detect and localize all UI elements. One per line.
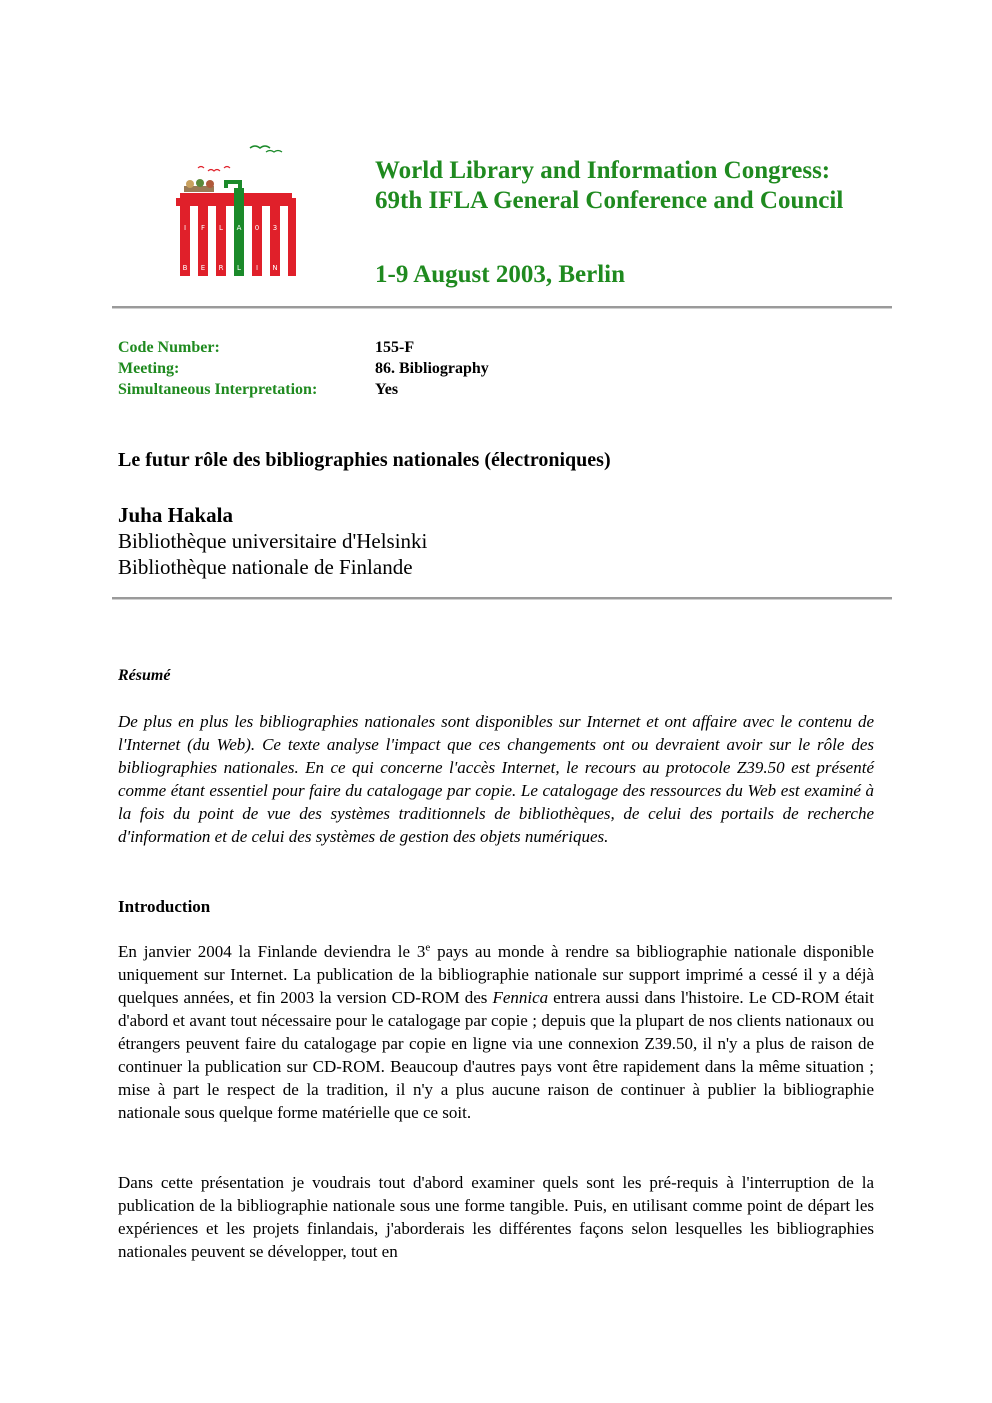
- author-block: [118, 502, 427, 580]
- conference-title-line2: 69th IFLA General Conference and Council: [375, 187, 844, 214]
- intro-p1-emphasis: Fennica: [492, 988, 549, 1007]
- abstract-heading: Résumé: [118, 667, 171, 684]
- bird-icon: [208, 170, 220, 172]
- logo-letter: 3: [272, 224, 278, 232]
- logo-letter: R: [218, 264, 224, 272]
- bird-icon: [266, 151, 282, 153]
- abstract-text: De plus en plus les bibliographies nationales sont disponibles sur Internet et ont affaire avec le contenu de l'Internet (du Web). Ce texte analyse l'impact que ces changements ont ou devraient avoir sur le rôle des bibliographies nationales. En ce qui concerne l'accès Internet, le recours au protocole Z39.50 est présenté comme étant essentiel pour faire du catalogage par copie. Le catalogage des ressources du Web est examiné à la fois du point de vue des systèmes traditionnels de bibliothèques, de celui des portails de recherche d'information et de celui des systèmes de gestion des objets numériques.: [118, 712, 874, 846]
- conference-title-line1: World Library and Information Congress:: [375, 157, 831, 184]
- author-affiliation-2: Bibliothèque nationale de Finlande: [118, 555, 413, 579]
- logo-letter: A: [236, 224, 242, 232]
- conference-date: 1-9 August 2003, Berlin: [375, 261, 626, 288]
- logo-letter: I: [255, 264, 259, 272]
- logo-letter: B: [182, 264, 188, 272]
- logo-letter: F: [200, 224, 206, 232]
- code-label: Code Number:: [118, 339, 220, 356]
- meta-row-code: [118, 337, 489, 358]
- logo-letter: I: [183, 224, 187, 232]
- introduction-heading: Introduction: [118, 897, 211, 916]
- paper-title: Le futur rôle des bibliographies nationales (électroniques): [118, 449, 611, 471]
- meta-row-meeting: [118, 358, 489, 379]
- logo-letter: N: [272, 264, 278, 272]
- logo-letter: L: [237, 264, 241, 272]
- meta-row-interp: [118, 379, 489, 400]
- code-value: 155-F: [375, 339, 415, 356]
- bird-icon: [250, 146, 270, 148]
- intro-p1-part-c: entrera aussi dans l'histoire. Le CD-ROM était d'abord et avant tout nécessaire pour le catalogage par copie ; depuis que la plupart de nos clients nationaux ou étrangers peuvent faire du catalogage par copie en ligne via une connexion Z39.50, il n'y a plus de raison de continuer la publication sur CD-ROM. Beaucoup d'autres pays vont être rapidement dans la même situation ; mise à part le respect de la tradition, il n'y a plus aucune raison de continuer à publier la bibliographie nationale sous quelque forme matérielle que ce soit.: [118, 988, 874, 1122]
- author-affiliation-1: Bibliothèque universitaire d'Helsinki: [118, 529, 428, 553]
- interp-label: Simultaneous Interpretation:: [118, 381, 318, 398]
- meeting-label: Meeting:: [118, 360, 180, 377]
- intro-p1-superscript: e: [425, 941, 431, 954]
- bird-icon: [198, 167, 204, 169]
- intro-p1-part-a: En janvier 2004 la Finlande deviendra le 3: [118, 942, 426, 961]
- meeting-value: 86. Bibliography: [375, 360, 489, 377]
- interp-value: Yes: [375, 381, 399, 398]
- logo-letter: L: [219, 224, 223, 232]
- header-divider: [112, 306, 892, 309]
- meta-block: [118, 337, 489, 400]
- logo-letter: E: [200, 264, 206, 272]
- intro-p1-part-b: pays au monde à rendre sa bibliographie nationale disponible uniquement sur Internet. La publication de la bibliographie nationale sur support imprimé a cessé il y a déjà quelques années, et fin 2003 la version CD-ROM des: [118, 942, 874, 1007]
- title-divider: [112, 597, 892, 600]
- ifla-berlin-logo: [168, 138, 308, 278]
- author-name: Juha Hakala: [118, 503, 233, 527]
- intro-paragraph-2: Dans cette présentation je voudrais tout d'abord examiner quels sont les pré-requis à l'interruption de la publication de la bibliographie nationale sous une forme tangible. Puis, en utilisant comme point de départ les expériences et les projets finlandais, j'aborderais les différentes façons selon lesquelles les bibliographies nationales peuvent se développer, tout en: [118, 1173, 874, 1261]
- conference-title: [375, 156, 843, 216]
- bird-icon: [224, 167, 230, 169]
- intro-paragraph-1: [118, 940, 874, 1124]
- logo-letter: 0: [254, 224, 260, 232]
